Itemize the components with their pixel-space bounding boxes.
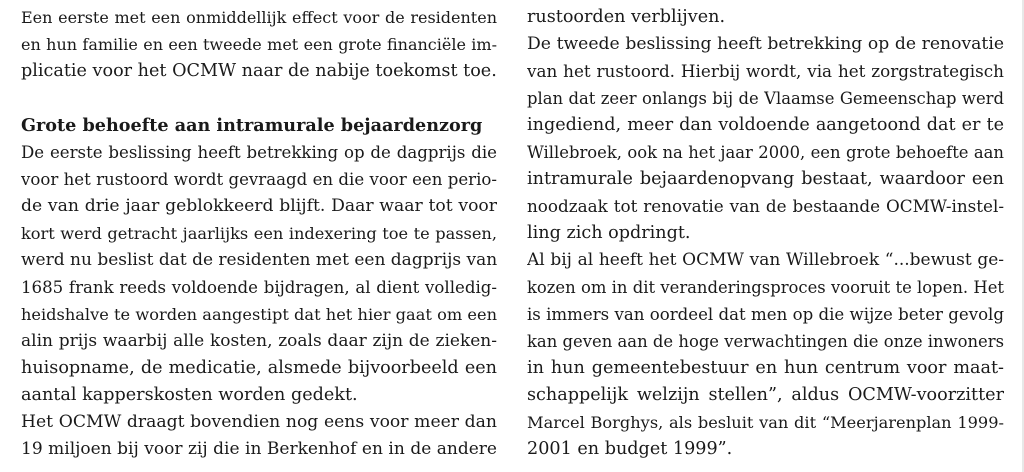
text-line: plan dat zeer onlangs bij de Vlaamse Gemeenschap werd — [527, 89, 1004, 108]
text-line: voor het rustoord wordt gevraagd en die voor een perio- — [21, 170, 497, 189]
text-line: Een eerste met een onmiddellijk effect voor de residenten — [21, 8, 497, 27]
section-heading: Grote behoefte aan intramurale bejaardenzorg — [21, 115, 483, 136]
text-line: heidshalve te worden aangestipt dat het hier gaat om een — [21, 305, 497, 324]
text-line: van het rustoord. Hierbij wordt, via het zorgstrategisch — [527, 61, 1004, 81]
paragraph-gap — [21, 85, 497, 112]
text-line: 2001 en budget 1999”. — [527, 439, 733, 459]
right-column — [527, 4, 1004, 463]
text-line: in hun gemeentebestuur en hun centrum voor maat- — [527, 358, 1004, 378]
text-line: huisopname, de medicatie, alsmede bijvoorbeeld een — [21, 358, 497, 378]
text-line: Willebroek, ook na het jaar 2000, een grote behoefte aan — [527, 143, 1004, 162]
text-line: de van drie jaar geblokkeerd blijft. Daar waar tot voor — [21, 196, 497, 216]
text-line: Het OCMW draagt bovendien nog eens voor meer dan — [21, 412, 497, 432]
text-line: intramurale bejaardenopvang bestaat, waardoor een — [527, 169, 1004, 189]
text-line: en hun familie en een tweede met een grote financiële im- — [21, 35, 497, 54]
text-line: werd nu beslist dat de residenten met een dagprijs van — [21, 250, 497, 270]
text-line: kozen om in dit veranderingsproces vooruit te lopen. Het — [527, 278, 1004, 297]
text-line: kort werd getracht jaarlijks een indexering toe te passen, — [21, 224, 497, 243]
text-line: plicatie voor het OCMW naar de nabije toekomst toe. — [21, 61, 497, 81]
text-line: ling zich opdringt. — [527, 223, 691, 243]
text-line: De eerste beslissing heeft betrekking op de dagprijs die — [21, 143, 497, 162]
text-line: 19 miljoen bij voor zij die in Berkenhof en in de andere — [21, 439, 497, 459]
text-line: alin prijs waarbij alle kosten, zoals daar zijn de zieken- — [21, 331, 497, 351]
text-line: is immers van oordeel dat men op die wijze beter gevolg — [527, 305, 1004, 324]
text-line: De tweede beslissing heeft betrekking op de renovatie — [527, 34, 1004, 54]
text-line: 1685 frank reeds voldoende bijdragen, al dient volledig- — [21, 278, 497, 297]
text-line: rustoorden verblijven. — [527, 7, 726, 27]
text-line: Al bij al heeft het OCMW van Willebroek “...bewust ge- — [527, 250, 1004, 270]
text-line: ingediend, meer dan voldoende aangetoond dat er te — [527, 115, 1004, 135]
text-line: schappelijk welzijn stellen”, aldus OCMW-voorzitter — [527, 385, 1004, 405]
text-line: kan geven aan de hoge verwachtingen die onze inwoners — [527, 332, 1004, 351]
text-line: noodzaak tot renovatie van de bestaande OCMW-instel- — [527, 196, 1004, 216]
text-line: aantal kapperskosten worden gedekt. — [21, 385, 358, 405]
left-column — [21, 4, 497, 463]
text-line: Marcel Borghys, als besluit van dit “Meerjarenplan 1999- — [527, 413, 1004, 432]
